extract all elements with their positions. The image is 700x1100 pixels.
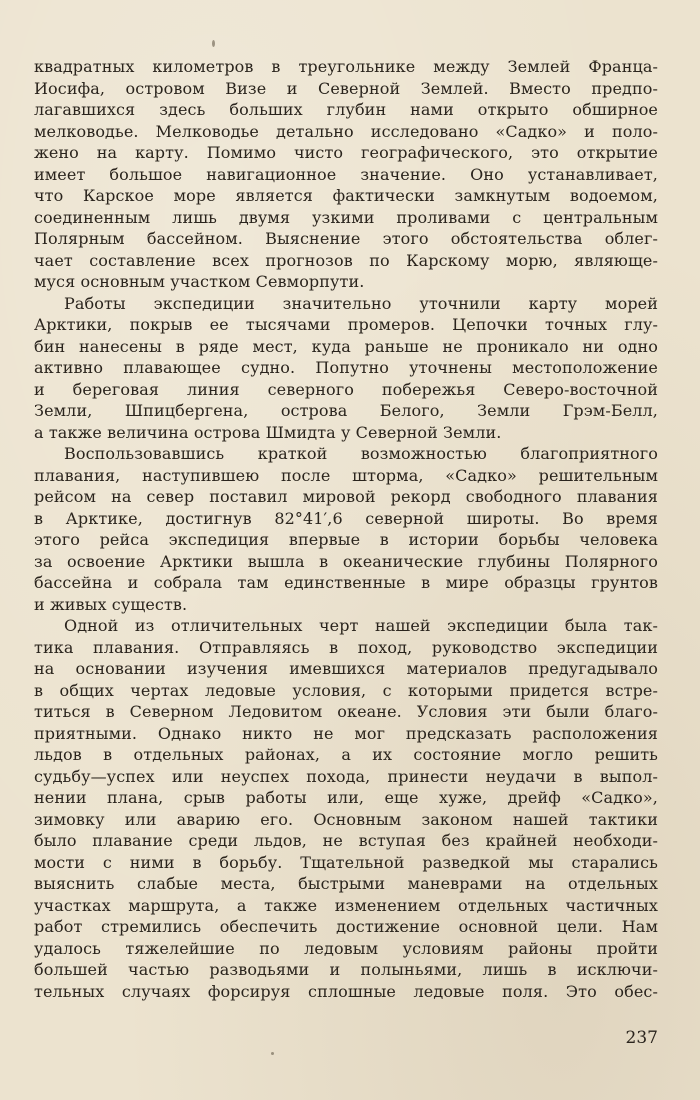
text-line: Земли, Шпицбергена, острова Белого, Земли Грэм-Белл, — [34, 401, 658, 420]
text-line: жено на карту. Помимо чисто географического, это открытие — [34, 143, 658, 162]
text-line: Работы экспедиции значительно уточнили карту морей — [64, 293, 658, 313]
paragraph-3 — [34, 443, 658, 615]
text-line: на основании изучения имевшихся материалов предугадывало — [34, 659, 658, 678]
text-line: большей частью разводьями и полыньями, лишь в исключи- — [34, 960, 658, 979]
body-text — [34, 56, 658, 1002]
text-line: тельных случаях форсируя сплошные ледовые поля. Это обес- — [34, 981, 658, 1001]
text-line: льдов в отдельных районах, а их состояние могло решить — [34, 745, 658, 764]
text-line: тика плавания. Отправляясь в поход, руководство экспедиции — [34, 637, 658, 657]
text-line: муся основным участком Севморпути. — [34, 272, 365, 291]
text-line: а также величина острова Шмидта у Северной Земли. — [34, 422, 502, 442]
text-line: Воспользовавшись краткой возможностью благоприятного — [64, 444, 658, 463]
text-line: приятными. Однако никто не мог предсказать расположения — [34, 723, 658, 743]
text-line: бассейна и собрала там единственные в мире образцы грунтов — [34, 573, 658, 592]
text-line: и живых существ. — [34, 594, 188, 614]
paragraph-2 — [34, 293, 658, 444]
paragraph-1 — [34, 56, 658, 293]
text-line: зимовку или аварию его. Основным законом нашей тактики — [34, 809, 658, 829]
text-line: этого рейса экспедиция впервые в истории борьбы человека — [34, 530, 658, 549]
text-line: Полярным бассейном. Выяснение этого обстоятельства облег- — [34, 229, 658, 248]
text-line: что Карское море является фактически замкнутым водоемом, — [34, 186, 658, 205]
text-line: выяснить слабые места, быстрыми маневрами на отдельных — [34, 874, 658, 893]
text-line: плавания, наступившею после шторма, «Садко» решительным — [34, 465, 658, 485]
text-line: мелководье. Мелководье детально исследовано «Садко» и поло- — [34, 121, 658, 141]
text-line: судьбу—успех или неуспех похода, принести неудачи в выпол- — [34, 766, 658, 786]
text-line: участках маршрута, а также изменением отдельных частичных — [34, 895, 658, 915]
page-number: 237 — [625, 1028, 658, 1048]
text-line: лагавшихся здесь больших глубин нами открыто обширное — [34, 100, 658, 119]
text-line: бин нанесены в ряде мест, куда раньше не проникало ни одно — [34, 336, 658, 356]
text-line: Арктики, покрыв ее тысячами промеров. Цепочки точных глу- — [34, 315, 658, 334]
text-line: работ стремились обеспечить достижение основной цели. Нам — [34, 917, 658, 936]
ink-speck — [212, 40, 215, 47]
text-line: в Арктике, достигнув 82°41′,6 северной широты. Во время — [34, 508, 658, 528]
text-line: нении плана, срыв работы или, еще хуже, дрейф «Садко», — [34, 788, 658, 807]
text-line: квадратных километров в треугольнике между Землей Франца- — [34, 57, 658, 76]
text-line: чает составление всех прогнозов по Карскому морю, являюще- — [34, 250, 658, 270]
text-line: рейсом на север поставил мировой рекорд свободного плавания — [34, 487, 658, 506]
text-line: титься в Северном Ледовитом океане. Условия эти были благо- — [34, 702, 658, 721]
text-line: имеет большое навигационное значение. Оно устанавливает, — [34, 164, 658, 184]
text-line: мости с ними в борьбу. Тщательной разведкой мы старались — [34, 852, 658, 872]
text-line: и береговая линия северного побережья Северо-восточной — [34, 379, 658, 399]
ink-speck — [271, 1052, 274, 1055]
text-line: Иосифа, островом Визе и Северной Землей. Вместо предпо- — [34, 78, 658, 98]
text-line: удалось тяжелейшие по ледовым условиям районы пройти — [34, 938, 658, 958]
text-line: Одной из отличительных черт нашей экспедиции была так- — [64, 616, 658, 635]
text-line: активно плавающее судно. Попутно уточнены местоположение — [34, 358, 658, 377]
text-line: было плавание среди льдов, не вступая без крайней необходи- — [34, 831, 658, 850]
text-line: за освоение Арктики вышла в океанические глубины Полярного — [34, 551, 658, 571]
text-line: соединенным лишь двумя узкими проливами с центральным — [34, 207, 658, 227]
text-line: в общих чертах ледовые условия, с которыми придется встре- — [34, 680, 658, 700]
paragraph-4 — [34, 615, 658, 1002]
